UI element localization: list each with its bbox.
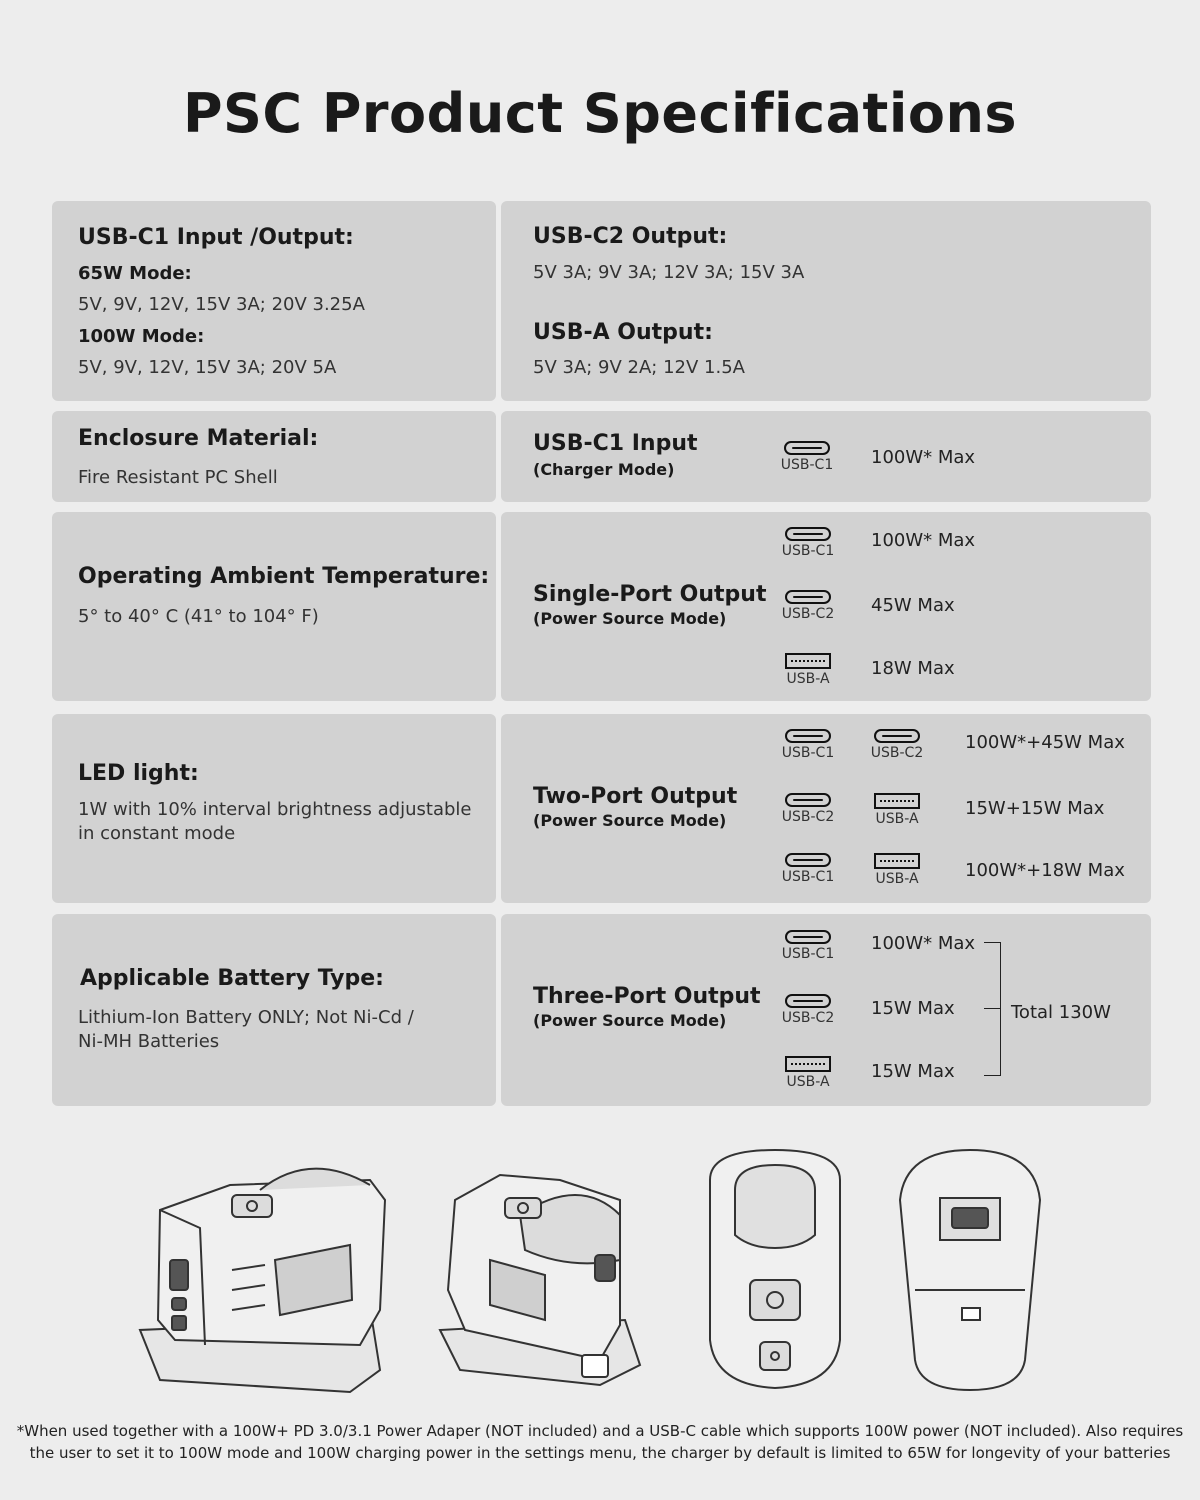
usb-c-icon: [785, 994, 831, 1008]
single-port-value: 45W Max: [871, 595, 955, 616]
product-view-top: [710, 1150, 840, 1388]
battery-panel: [52, 914, 496, 1106]
two-port-mode: (Power Source Mode): [533, 811, 727, 830]
port-usb-c2: USB-C2: [778, 793, 838, 825]
two-port-panel: [501, 714, 1151, 903]
led-panel: [52, 714, 496, 903]
footnote-line1: *When used together with a 100W+ PD 3.0/3.1 Power Adaper (NOT included) and a USB-C cable which supports 100W power (NOT included). Also requires: [16, 1422, 1184, 1440]
port-usb-c2: USB-C2: [867, 729, 927, 761]
port-usb-a: USB-A: [778, 1056, 838, 1090]
charger-input-heading: USB-C1 Input: [533, 431, 698, 456]
product-view-front-left: [140, 1169, 385, 1392]
usb-a-icon: [874, 853, 920, 869]
battery-heading: Applicable Battery Type:: [80, 966, 384, 991]
usb-a-icon: [874, 793, 920, 809]
product-illustrations: [0, 1140, 1200, 1410]
port-usb-c2: USB-C2: [778, 994, 838, 1026]
usbc1-heading: USB-C1 Input /Output:: [78, 225, 354, 250]
product-view-rear-right: [440, 1175, 640, 1385]
two-port-value: 100W*+18W Max: [965, 860, 1125, 881]
usb-c-icon: [784, 441, 830, 455]
port-usb-a: USB-A: [778, 653, 838, 687]
mode100-label: 100W Mode:: [78, 326, 205, 347]
usbc1-panel: [52, 201, 496, 401]
enclosure-value: Fire Resistant PC Shell: [78, 467, 278, 488]
footnote: [0, 1420, 1200, 1464]
three-port-value: 15W Max: [871, 998, 955, 1019]
usb-c-icon: [785, 793, 831, 807]
usb-c-icon: [785, 853, 831, 867]
port-usb-c1: USB-C1: [778, 527, 838, 559]
enclosure-panel: [52, 411, 496, 502]
two-port-value: 100W*+45W Max: [965, 732, 1125, 753]
three-port-panel: [501, 914, 1151, 1106]
three-port-mode: (Power Source Mode): [533, 1011, 727, 1030]
battery-line2: Ni-MH Batteries: [78, 1031, 220, 1052]
total-value: Total 130W: [1011, 1002, 1111, 1023]
two-port-value: 15W+15W Max: [965, 798, 1105, 819]
port-usb-c1: USB-C1: [778, 930, 838, 962]
single-port-heading: Single-Port Output: [533, 582, 767, 607]
charger-input-panel: [501, 411, 1151, 502]
three-port-heading: Three-Port Output: [533, 984, 761, 1009]
usbc2-values: 5V 3A; 9V 3A; 12V 3A; 15V 3A: [533, 262, 805, 283]
battery-line1: Lithium-Ion Battery ONLY; Not Ni-Cd /: [78, 1007, 414, 1028]
led-line2: in constant mode: [78, 823, 236, 844]
usba-values: 5V 3A; 9V 2A; 12V 1.5A: [533, 357, 745, 378]
temperature-panel: [52, 512, 496, 701]
port-usb-c2: USB-C2: [778, 590, 838, 622]
output-panel: [501, 201, 1151, 401]
three-port-value: 15W Max: [871, 1061, 955, 1082]
port-usb-c1: USB-C1: [778, 853, 838, 885]
usb-c-icon: [785, 729, 831, 743]
mode100-values: 5V, 9V, 12V, 15V 3A; 20V 5A: [78, 357, 337, 378]
usba-heading: USB-A Output:: [533, 320, 713, 345]
enclosure-heading: Enclosure Material:: [78, 426, 319, 451]
led-heading: LED light:: [78, 761, 199, 786]
footnote-line2: the user to set it to 100W mode and 100W charging power in the settings menu, the charger by default is limited to 65W for longevity of your batteries: [29, 1444, 1171, 1462]
temperature-value: 5° to 40° C (41° to 104° F): [78, 606, 319, 627]
total-bracket: [984, 942, 1001, 1076]
single-port-value: 100W* Max: [871, 530, 976, 551]
usbc2-heading: USB-C2 Output:: [533, 224, 728, 249]
temperature-heading: Operating Ambient Temperature:: [78, 564, 490, 589]
port-usb-c1: USB-C1: [778, 729, 838, 761]
usb-a-icon: [785, 653, 831, 669]
bracket-tick: [984, 1008, 1000, 1009]
mode65-label: 65W Mode:: [78, 263, 192, 284]
single-port-value: 18W Max: [871, 658, 955, 679]
usb-c-icon: [785, 590, 831, 604]
product-view-bottom: [900, 1150, 1040, 1390]
three-port-value: 100W* Max: [871, 933, 976, 954]
usb-c-icon: [874, 729, 920, 743]
single-port-mode: (Power Source Mode): [533, 609, 727, 628]
two-port-heading: Two-Port Output: [533, 784, 738, 809]
page-title: PSC Product Specifications: [182, 82, 1018, 145]
charger-input-value: 100W* Max: [871, 447, 976, 468]
usb-c-icon: [785, 527, 831, 541]
mode65-values: 5V, 9V, 12V, 15V 3A; 20V 3.25A: [78, 294, 365, 315]
led-line1: 1W with 10% interval brightness adjustable: [78, 799, 472, 820]
usb-a-icon: [785, 1056, 831, 1072]
port-usb-a: USB-A: [867, 793, 927, 827]
port-usb-a: USB-A: [867, 853, 927, 887]
usb-c-icon: [785, 930, 831, 944]
port-usb-c1: USB-C1: [777, 441, 837, 473]
charger-input-mode: (Charger Mode): [533, 460, 675, 479]
single-port-panel: [501, 512, 1151, 701]
